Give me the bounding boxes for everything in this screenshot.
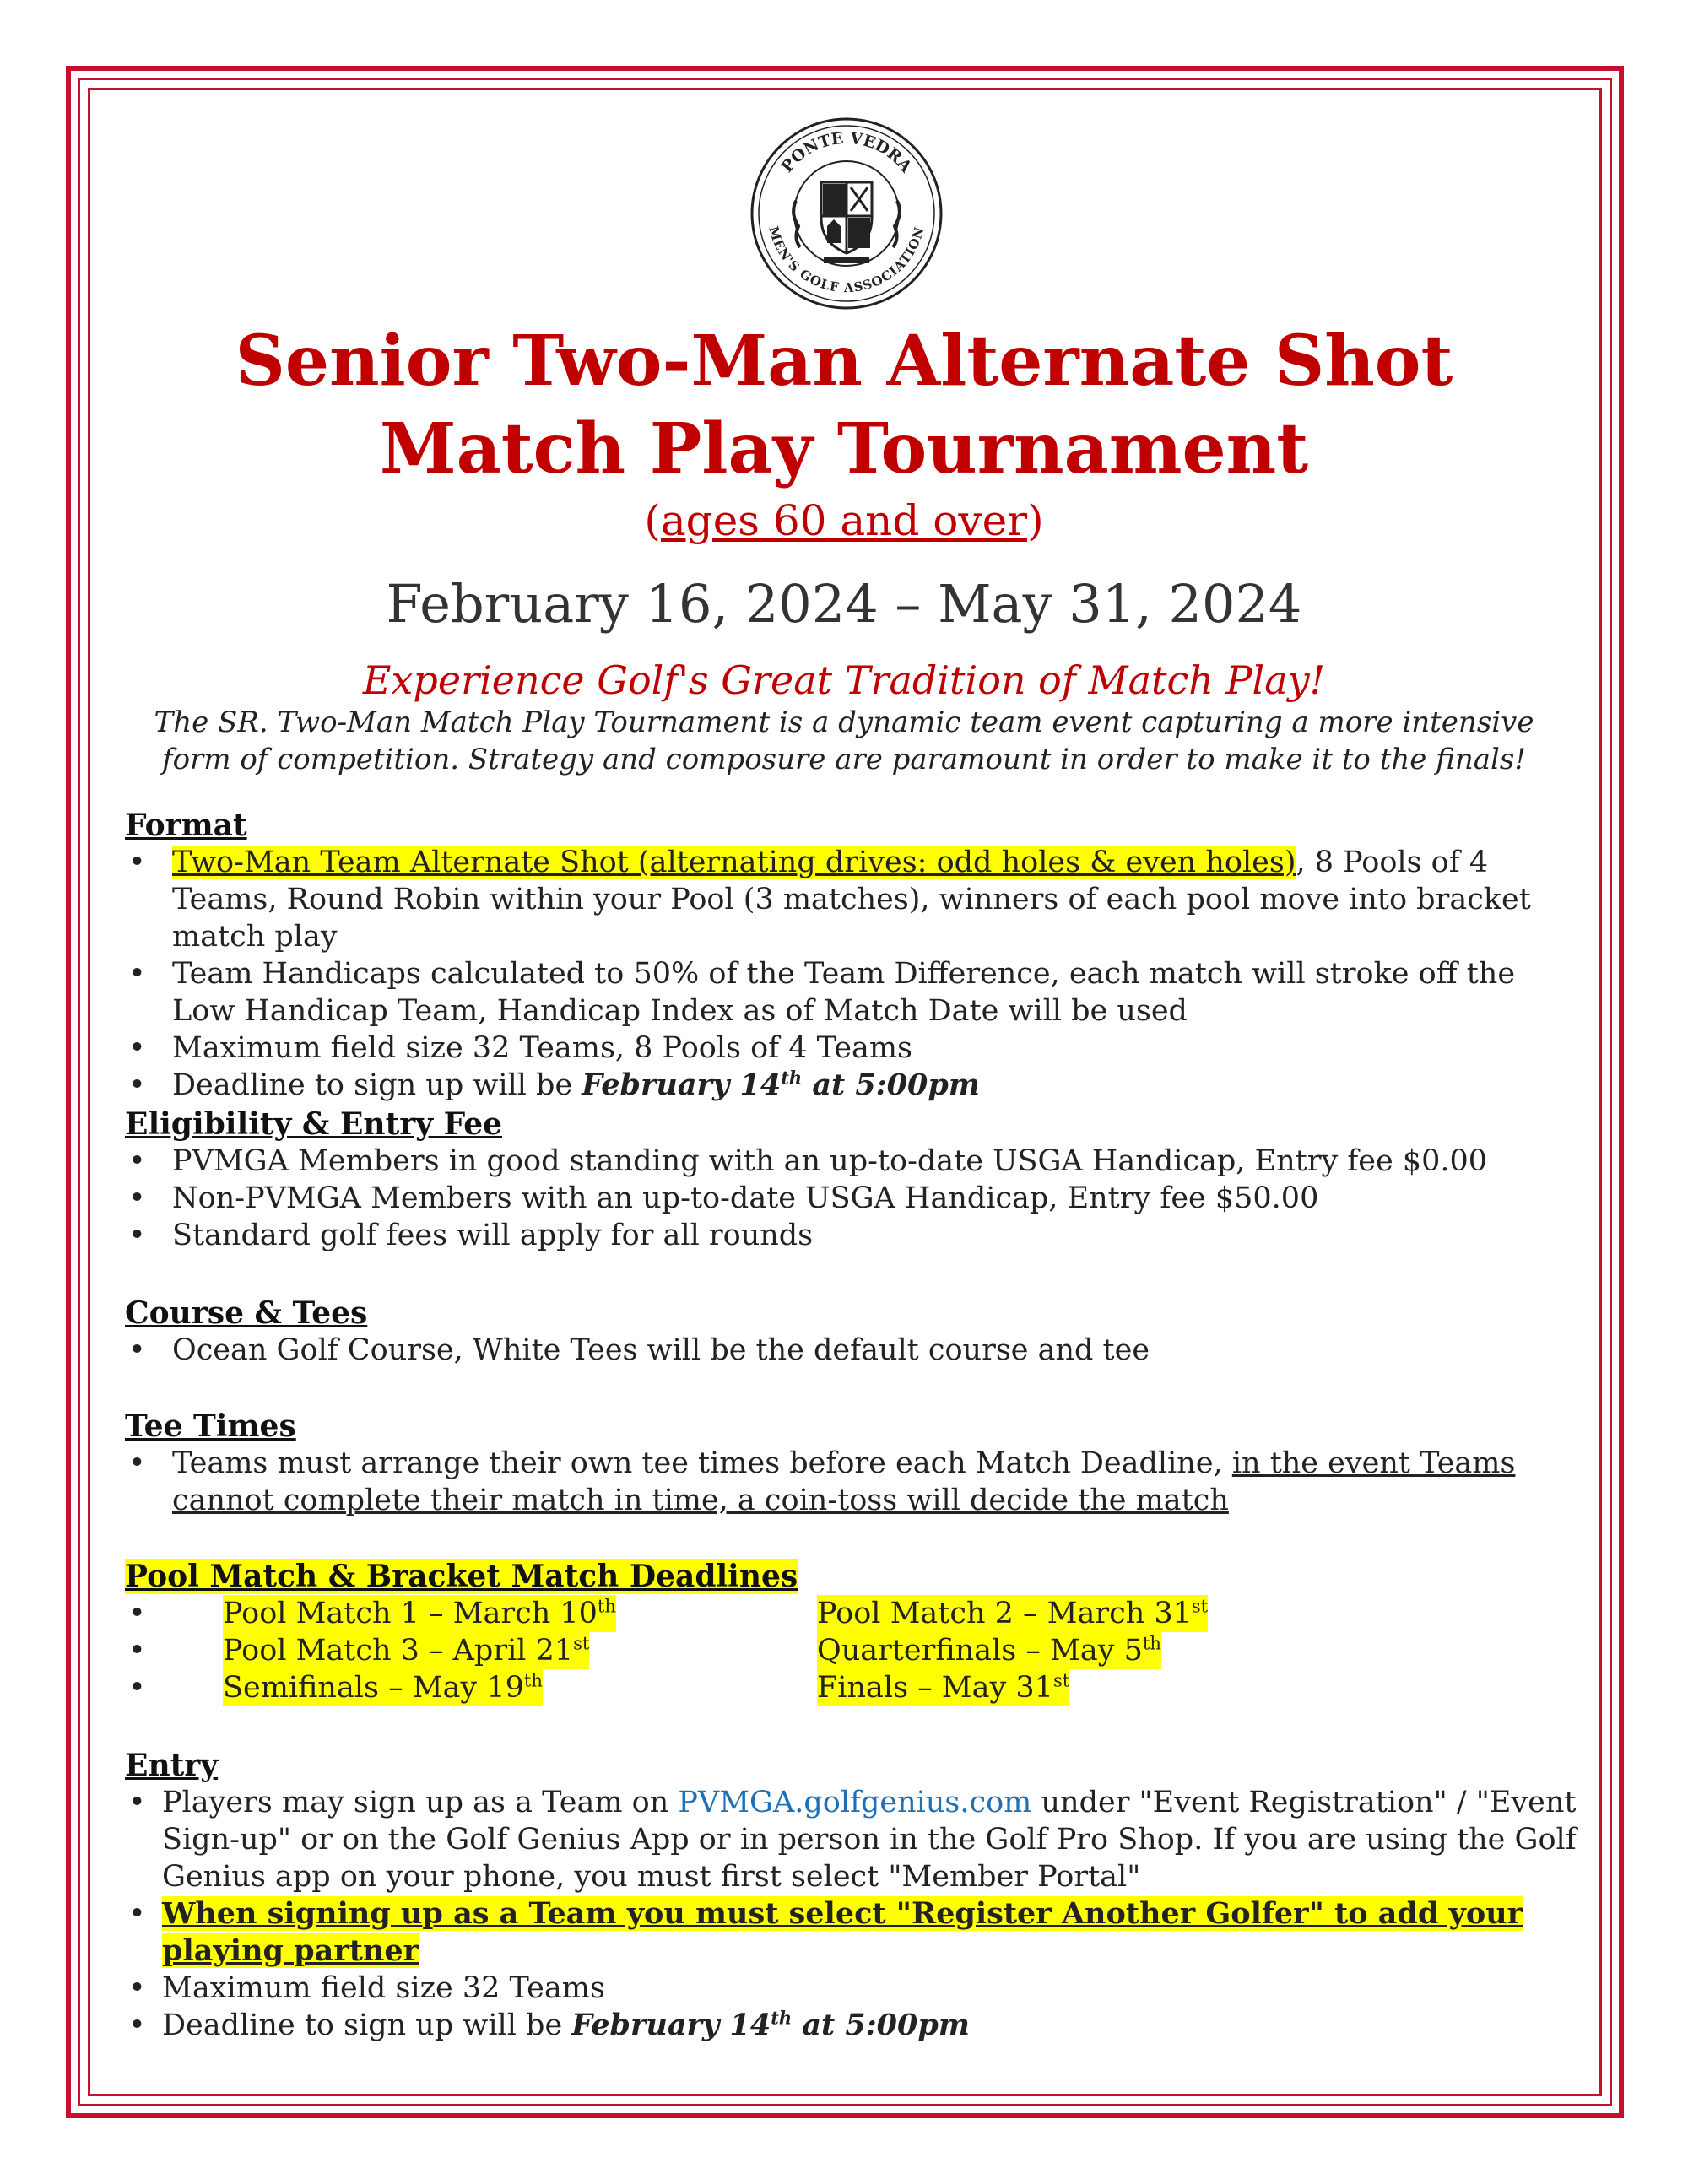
deadlines-section — [125, 1558, 1577, 1706]
format-item-3: • Maximum field size 32 Teams, 8 Pools of 4 Teams — [125, 1030, 1577, 1067]
tee-times-item-1 — [125, 1445, 1577, 1519]
entry-item-1-pre: Players may sign up as a Team on — [162, 1786, 679, 1819]
bullet-icon: • — [128, 1597, 146, 1630]
svg-text:MEN'S GOLF ASSOCIATION: MEN'S GOLF ASSOCIATION — [766, 224, 928, 296]
entry-section — [125, 1747, 1577, 2044]
course-item-1: • Ocean Golf Course, White Tees will be the default course and tee — [125, 1332, 1577, 1369]
course-heading: Course & Tees — [125, 1295, 368, 1331]
bullet-icon: • — [128, 1671, 146, 1705]
deadline-finals: Finals – May 31st — [817, 1670, 1070, 1705]
eligibility-item-1: • PVMGA Members in good standing with an up-to-date USGA Handicap, Entry fee $0.00 — [125, 1143, 1577, 1180]
entry-deadline-day: February 14 — [571, 2008, 771, 2042]
format-section — [125, 807, 1577, 1104]
format-item-2: • Team Handicaps calculated to 50% of the Team Difference, each match will stroke off the Low Handicap Team, Handicap Index as of Match Date will be used — [125, 955, 1577, 1030]
deadline-quarterfinals: Quarterfinals – May 5th — [817, 1633, 1161, 1668]
tee-times-section — [125, 1408, 1577, 1519]
deadlines-heading — [125, 1558, 1577, 1595]
intro-paragraph — [127, 704, 1561, 778]
entry-item-3: • Maximum field size 32 Teams — [125, 1970, 1577, 2007]
age-requirement: (ages 60 and over) — [644, 496, 1044, 545]
deadline-row-2 — [125, 1632, 1577, 1669]
tee-times-list — [125, 1445, 1577, 1519]
deadline-pool-match-2: Pool Match 2 – March 31st — [817, 1596, 1209, 1630]
page-title-line-1: Senior Two-Man Alternate Shot — [235, 321, 1453, 402]
format-deadline-time: at 5:00pm — [802, 1068, 980, 1102]
page-title-line-2: Match Play Tournament — [379, 408, 1309, 489]
event-dates: February 16, 2024 – May 31, 2024 — [386, 573, 1302, 635]
deadline-pool-match-3: Pool Match 3 – April 21st — [223, 1633, 590, 1668]
age-requirement-text: ages 60 and over — [660, 496, 1028, 545]
deadline-row-3 — [125, 1669, 1577, 1706]
format-highlight: Two-Man Team Alternate Shot (alternating drives: odd holes & even holes) — [172, 846, 1296, 879]
tee-times-text: Teams must arrange their own tee times before each Match Deadline, — [172, 1446, 1232, 1480]
bullet-icon: • — [128, 1634, 146, 1668]
format-item-1 — [125, 844, 1577, 955]
entry-item-1-post: under "Event Registration" / "Event Sign-up" or on the Golf Genius App or in person in the Golf Pro Shop. If you are using the Golf Genius app on your phone, you must first select "Member Portal" — [162, 1786, 1577, 1894]
format-heading: Format — [125, 808, 247, 843]
format-list — [125, 844, 1577, 1104]
deadline-pool-match-1: Pool Match 1 – March 10th — [223, 1596, 616, 1630]
deadline-semifinals: Semifinals – May 19th — [223, 1670, 543, 1705]
format-deadline-day: February 14 — [582, 1068, 782, 1102]
eligibility-list — [125, 1143, 1577, 1254]
intro-line-2: form of competition. Strategy and composure are paramount in order to make it to the finals! — [161, 743, 1527, 776]
course-section — [125, 1295, 1577, 1369]
format-item-4 — [125, 1067, 1577, 1104]
svg-text:PONTE VEDRA: PONTE VEDRA — [777, 128, 916, 176]
tee-times-heading: Tee Times — [125, 1408, 296, 1444]
eligibility-heading: Eligibility & Entry Fee — [125, 1106, 503, 1142]
entry-item-1 — [125, 1784, 1577, 1895]
tee-times-coin-toss: in the event Teams cannot complete their match in time, a coin-toss will decide the match — [172, 1446, 1516, 1517]
deadline-row-1 — [125, 1595, 1577, 1632]
intro-line-1: The SR. Two-Man Match Play Tournament is a dynamic team event capturing a more intensive — [154, 705, 1534, 739]
entry-item-2 — [125, 1895, 1577, 1970]
entry-heading: Entry — [125, 1748, 219, 1783]
entry-list — [125, 1784, 1577, 2044]
eligibility-item-3: • Standard golf fees will apply for all rounds — [125, 1217, 1577, 1254]
golfgenius-link[interactable]: PVMGA.golfgenius.com — [678, 1786, 1032, 1819]
eligibility-item-2: • Non-PVMGA Members with an up-to-date USGA Handicap, Entry fee $50.00 — [125, 1180, 1577, 1217]
format-deadline-date — [582, 1068, 980, 1102]
format-item-1-rest: , 8 Pools of 4 Teams, Round Robin within your Pool (3 matches), winners of each pool move into bracket match play — [172, 846, 1531, 954]
format-deadline-pre: Deadline to sign up will be — [172, 1068, 582, 1102]
entry-deadline-sup: th — [771, 2007, 793, 2029]
entry-deadline-time: at 5:00pm — [792, 2008, 970, 2042]
tagline: Experience Golf's Great Tradition of Match Play! — [362, 657, 1326, 703]
course-list — [125, 1332, 1577, 1369]
entry-item-4 — [125, 2007, 1577, 2044]
association-seal-icon — [749, 116, 944, 311]
entry-register-note: When signing up as a Team you must select "Register Another Golfer" to add your playing partner — [162, 1896, 1523, 1968]
deadlines-heading-text: Pool Match & Bracket Match Deadlines — [125, 1559, 798, 1594]
format-deadline-sup: th — [781, 1067, 803, 1089]
entry-deadline-date — [571, 2008, 970, 2042]
entry-deadline-pre: Deadline to sign up will be — [162, 2008, 572, 2042]
eligibility-section — [125, 1106, 1577, 1254]
